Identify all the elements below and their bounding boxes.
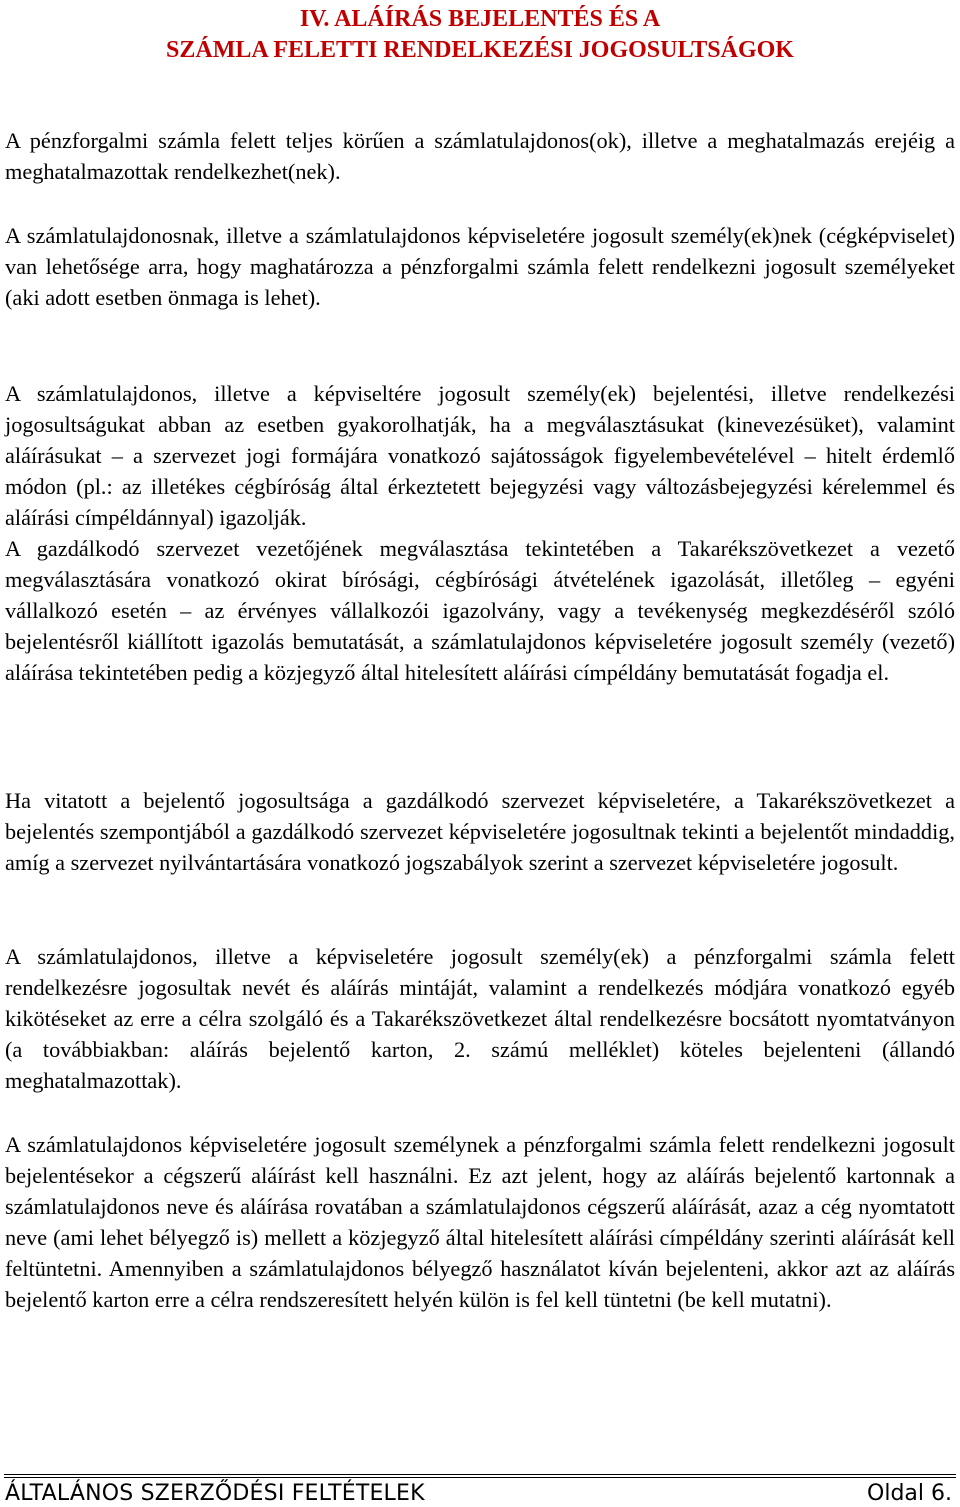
paragraph-authorized-persons <box>5 220 955 313</box>
heading-line-1: IV. ALÁÍRÁS BEJELENTÉS ÉS A <box>299 6 661 32</box>
paragraph-account-control <box>5 125 955 187</box>
footer-title: ÁLTALÁNOS SZERZŐDÉSI FELTÉTELEK <box>5 1481 425 1506</box>
page-number: Oldal 6. <box>867 1481 952 1506</box>
paragraph-text: A számlatulajdonosnak, illetve a számlatulajdonos képviseletére jogosult személy(ek)nek (cégképviselet) van lehetősége arra, hogy maghatározza a pénzforgalmi számla felett rendelkezni jogosult személyeket (aki adott esetben önmaga is lehet). <box>5 223 955 310</box>
paragraph-text: A számlatulajdonos képviseletére jogosult személynek a pénzforgalmi számla felett rendelkezni jogosult bejelentésekor a cégszerű aláírást kell használni. Ez azt jelent, hogy az aláírás bejelentő kartonnak a számlatulajdonos neve és aláírása rovatában a számlatulajdonos cégszerű aláírását, azaz a cég nyomtatott neve (ami lehet bélyegző is) mellett a közjegyző által hitelesített aláírási címpéldány szerinti aláírását kell feltüntetni. Amennyiben a számlatulajdonos bélyegző használatot kíván bejelenteni, akkor azt az aláírás bejelentő karton erre a célra rendszeresített helyén külön is fel kell tüntetni (be kell mutatni). <box>5 1132 955 1312</box>
footer-divider <box>4 1474 956 1478</box>
paragraph-text: A számlatulajdonos, illetve a képviseltére jogosult személy(ek) bejelentési, illetve rendelkezési jogosultságukat abban az esetben gyakorolhatják, ha a megválasztásukat (kinevezésüket), valamint aláírásukat – a szervezet jogi formájára vonatkozó sajátosságok figyelembevételével – hitelt érdemlő módon (pl.: az illetékes cégbíróság által érkeztetett bejegyzési vagy változásbejegyzési kérelemmel és aláírási címpéldánnyal) igazolják. <box>5 381 955 530</box>
heading-line-2: SZÁMLA FELETTI RENDELKEZÉSI JOGOSULTSÁGOK <box>166 37 794 63</box>
paragraph-text: Ha vitatott a bejelentő jogosultsága a gazdálkodó szervezet képviseletére, a Takarékszövetkezet a bejelentés szempontjából a gazdálkodó szervezet képviseletére jogosultnak tekinti a bejelentőt mindaddig, amíg a szervezet nyilvántartására vonatkozó jogszabályok szerint a szervezet képviseletére jogosult. <box>5 788 955 875</box>
paragraph-text: A számlatulajdonos, illetve a képviseletére jogosult személy(ek) a pénzforgalmi számla felett rendelkezésre jogosultak nevét és aláírás mintáját, valamint a rendelkezés módjára vonatkozó egyéb kikötéseket az erre a célra szolgáló és a Takarékszövetkezet által rendelkezésre bocsátott nyomtatványon (a továbbiakban: aláírás bejelentő karton, 2. számú melléklet) köteles bejelenteni (állandó meghatalmazottak). <box>5 944 955 1093</box>
paragraph-text: A gazdálkodó szervezet vezetőjének megválasztása tekintetében a Takarékszövetkezet a vezető megválasztására vonatkozó okirat bírósági, cégbírósági átvételének igazolását, illetőleg – egyéni vállalkozó esetén – az érvényes vállalkozói igazolvány, vagy a tevékenység megkezdéséről szóló bejelentésről kiállított igazolás bemutatását, a számlatulajdonos képviseletére jogosult személy (vezető) aláírása tekintetében pedig a közjegyző által hitelesített aláírási címpéldány bemutatását fogadja el. <box>5 536 955 685</box>
paragraph-company-signature <box>5 1129 955 1315</box>
section-heading <box>0 4 960 66</box>
paragraph-verification <box>5 378 955 688</box>
paragraph-text: A pénzforgalmi számla felett teljes körűen a számlatulajdonos(ok), illetve a meghatalmazás erejéig a meghatalmazottak rendelkezhet(nek). <box>5 128 955 184</box>
paragraph-signature-card <box>5 941 955 1096</box>
paragraph-disputed-authority <box>5 785 955 878</box>
